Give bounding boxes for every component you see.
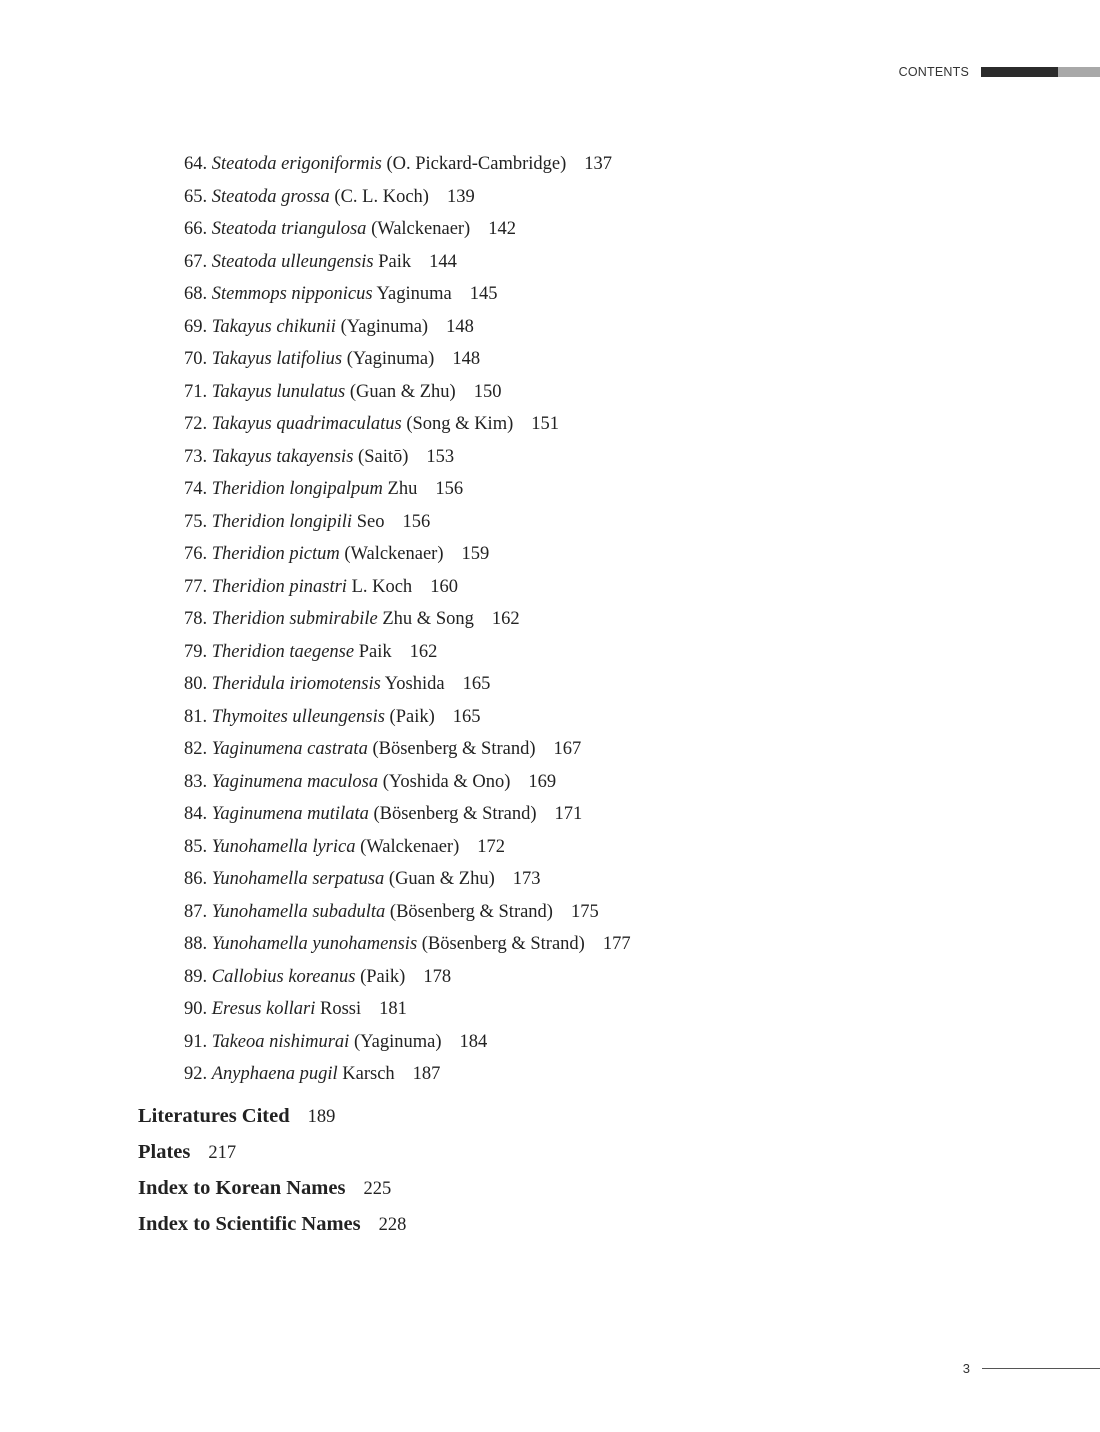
entry-author: Karsch bbox=[342, 1064, 395, 1084]
toc-entry bbox=[184, 735, 631, 768]
entry-author: (C. L. Koch) bbox=[334, 186, 429, 207]
entry-author: (Bösenberg & Strand) bbox=[389, 901, 553, 922]
toc-entry bbox=[184, 930, 631, 963]
entry-page: 169 bbox=[528, 771, 557, 792]
entry-number: 78. bbox=[184, 609, 208, 629]
running-header bbox=[899, 64, 1100, 80]
section-title: Plates bbox=[138, 1141, 191, 1163]
entry-scientific-name: Yaginumena mutilata bbox=[211, 804, 369, 824]
entry-page: 167 bbox=[553, 739, 582, 759]
entry-page: 145 bbox=[469, 284, 498, 304]
entry-page: 160 bbox=[430, 576, 458, 597]
entry-scientific-name: Theridula iriomotensis bbox=[211, 674, 381, 694]
entry-scientific-name: Takayus chikunii bbox=[211, 316, 336, 337]
entry-page: 144 bbox=[429, 251, 457, 272]
footer-rule bbox=[982, 1368, 1100, 1369]
entry-author: L. Koch bbox=[351, 576, 413, 597]
entry-scientific-name: Takayus quadrimaculatus bbox=[211, 414, 402, 434]
toc-entry bbox=[184, 248, 631, 281]
entry-page: 156 bbox=[435, 479, 464, 499]
entry-page: 139 bbox=[446, 186, 475, 207]
entry-number: 90. bbox=[184, 999, 208, 1019]
species-entry-list bbox=[184, 150, 631, 1093]
entry-number: 81. bbox=[184, 706, 208, 727]
toc-section bbox=[138, 1137, 406, 1173]
entry-scientific-name: Takayus lunulatus bbox=[211, 381, 346, 402]
entry-number: 64. bbox=[184, 154, 208, 174]
entry-number: 76. bbox=[184, 544, 208, 564]
toc-entry bbox=[184, 605, 631, 638]
section-title: Literatures Cited bbox=[138, 1105, 290, 1127]
entry-scientific-name: Yunohamella serpatusa bbox=[211, 869, 385, 889]
entry-page: 137 bbox=[584, 154, 613, 174]
entry-number: 86. bbox=[184, 869, 208, 889]
entry-scientific-name: Theridion longipili bbox=[211, 511, 353, 532]
entry-number: 91. bbox=[184, 1031, 208, 1052]
entry-scientific-name: Callobius koreanus bbox=[211, 966, 356, 987]
section-title: Index to Scientific Names bbox=[138, 1213, 361, 1235]
header-bar-dark bbox=[981, 67, 1058, 77]
section-page: 217 bbox=[208, 1143, 237, 1163]
toc-entry bbox=[184, 183, 631, 216]
toc-entry bbox=[184, 670, 631, 703]
section-page: 225 bbox=[363, 1179, 392, 1199]
toc-entry bbox=[184, 768, 631, 801]
entry-author: (Song & Kim) bbox=[406, 414, 514, 434]
entry-author: (Bösenberg & Strand) bbox=[373, 804, 537, 824]
toc-entry bbox=[184, 898, 631, 931]
entry-number: 74. bbox=[184, 479, 208, 499]
page-footer bbox=[963, 1358, 1100, 1378]
entry-number: 80. bbox=[184, 674, 208, 694]
entry-number: 75. bbox=[184, 511, 208, 532]
entry-number: 65. bbox=[184, 186, 208, 207]
entry-author: (Walckenaer) bbox=[360, 836, 460, 857]
entry-scientific-name: Yaginumena castrata bbox=[211, 739, 368, 759]
entry-page: 153 bbox=[426, 446, 455, 467]
toc-entry bbox=[184, 443, 631, 476]
entry-scientific-name: Eresus kollari bbox=[211, 999, 316, 1019]
entry-author: (Yaginuma) bbox=[340, 316, 429, 337]
toc-entry bbox=[184, 410, 631, 443]
entry-page: 165 bbox=[452, 706, 481, 727]
entry-author: Zhu & Song bbox=[382, 609, 474, 629]
entry-number: 79. bbox=[184, 641, 208, 662]
entry-author: (O. Pickard-Cambridge) bbox=[386, 154, 567, 174]
entry-number: 82. bbox=[184, 739, 208, 759]
entry-scientific-name: Anyphaena pugil bbox=[211, 1064, 338, 1084]
toc-entry bbox=[184, 1028, 631, 1061]
header-bar-light bbox=[1058, 67, 1100, 77]
entry-author: Yaginuma bbox=[376, 284, 452, 304]
entry-scientific-name: Steatoda grossa bbox=[211, 186, 330, 207]
toc-entry bbox=[184, 215, 631, 248]
entry-page: 177 bbox=[602, 934, 631, 954]
toc-section bbox=[138, 1173, 406, 1209]
entry-author: (Yaginuma) bbox=[346, 349, 435, 369]
entry-page: 142 bbox=[488, 219, 516, 239]
entry-page: 165 bbox=[462, 674, 491, 694]
entry-number: 84. bbox=[184, 804, 208, 824]
entry-author: (Yoshida & Ono) bbox=[382, 771, 511, 792]
entry-page: 148 bbox=[446, 316, 474, 337]
entry-page: 187 bbox=[412, 1064, 441, 1084]
entry-number: 71. bbox=[184, 381, 208, 402]
entry-author: (Bösenberg & Strand) bbox=[372, 739, 536, 759]
entry-author: (Guan & Zhu) bbox=[388, 869, 495, 889]
toc-entry bbox=[184, 703, 631, 736]
entry-author: Yoshida bbox=[384, 674, 445, 694]
entry-page: 148 bbox=[452, 349, 481, 369]
entry-number: 72. bbox=[184, 414, 208, 434]
entry-page: 184 bbox=[459, 1031, 488, 1052]
entry-author: (Saitō) bbox=[358, 446, 409, 467]
section-page: 228 bbox=[378, 1215, 407, 1235]
entry-number: 68. bbox=[184, 284, 208, 304]
entry-author: (Walckenaer) bbox=[371, 219, 471, 239]
entry-number: 83. bbox=[184, 771, 208, 792]
entry-number: 69. bbox=[184, 316, 208, 337]
entry-author: Rossi bbox=[320, 999, 362, 1019]
entry-author: Paik bbox=[378, 251, 412, 272]
toc-entry bbox=[184, 508, 631, 541]
toc-entry bbox=[184, 995, 631, 1028]
section-page: 189 bbox=[307, 1107, 336, 1127]
entry-page: 175 bbox=[570, 901, 599, 922]
toc-entry bbox=[184, 963, 631, 996]
entry-scientific-name: Takayus takayensis bbox=[211, 446, 354, 467]
entry-author: Zhu bbox=[387, 479, 418, 499]
entry-number: 85. bbox=[184, 836, 208, 857]
entry-scientific-name: Steatoda ulleungensis bbox=[211, 251, 374, 272]
entry-author: (Yaginuma) bbox=[353, 1031, 442, 1052]
entry-page: 156 bbox=[402, 511, 431, 532]
toc-entry bbox=[184, 378, 631, 411]
entry-scientific-name: Yunohamella yunohamensis bbox=[211, 934, 418, 954]
entry-scientific-name: Yaginumena maculosa bbox=[211, 771, 379, 792]
toc-entry bbox=[184, 280, 631, 313]
entry-author: (Bösenberg & Strand) bbox=[421, 934, 585, 954]
entry-author: (Guan & Zhu) bbox=[349, 381, 456, 402]
entry-author: (Paik) bbox=[389, 706, 435, 727]
toc-section bbox=[138, 1209, 406, 1245]
entry-number: 66. bbox=[184, 219, 208, 239]
entry-page: 159 bbox=[461, 544, 490, 564]
toc-entry bbox=[184, 475, 631, 508]
toc-entry bbox=[184, 150, 631, 183]
entry-page: 171 bbox=[554, 804, 583, 824]
entry-scientific-name: Yunohamella subadulta bbox=[211, 901, 386, 922]
section-title: Index to Korean Names bbox=[138, 1177, 346, 1199]
entry-scientific-name: Yunohamella lyrica bbox=[211, 836, 356, 857]
back-matter-list bbox=[138, 1101, 406, 1245]
toc-entry bbox=[184, 573, 631, 606]
entry-number: 89. bbox=[184, 966, 208, 987]
entry-page: 151 bbox=[531, 414, 559, 434]
entry-number: 77. bbox=[184, 576, 208, 597]
entry-number: 88. bbox=[184, 934, 208, 954]
entry-scientific-name: Takeoa nishimurai bbox=[211, 1031, 350, 1052]
entry-page: 172 bbox=[477, 836, 506, 857]
page-number: 3 bbox=[962, 1360, 970, 1376]
entry-scientific-name: Thymoites ulleungensis bbox=[211, 706, 385, 727]
toc-entry bbox=[184, 833, 631, 866]
entry-page: 173 bbox=[512, 869, 541, 889]
entry-number: 87. bbox=[184, 901, 208, 922]
entry-scientific-name: Stemmops nipponicus bbox=[211, 284, 373, 304]
entry-number: 92. bbox=[184, 1064, 208, 1084]
toc-entry bbox=[184, 638, 631, 671]
toc-entry bbox=[184, 540, 631, 573]
toc-entry bbox=[184, 800, 631, 833]
entry-page: 162 bbox=[491, 609, 520, 629]
entry-scientific-name: Theridion submirabile bbox=[211, 609, 378, 629]
entry-scientific-name: Theridion taegense bbox=[211, 641, 355, 662]
entry-author: (Paik) bbox=[360, 966, 406, 987]
entry-scientific-name: Steatoda triangulosa bbox=[211, 219, 367, 239]
toc-entry bbox=[184, 345, 631, 378]
entry-scientific-name: Steatoda erigoniformis bbox=[211, 154, 382, 174]
toc-entry bbox=[184, 865, 631, 898]
toc-entry bbox=[184, 313, 631, 346]
entry-page: 150 bbox=[473, 381, 502, 402]
toc-entry bbox=[184, 1060, 631, 1093]
entry-scientific-name: Takayus latifolius bbox=[211, 349, 343, 369]
entry-scientific-name: Theridion pinastri bbox=[211, 576, 347, 597]
entry-page: 178 bbox=[423, 966, 452, 987]
entry-number: 73. bbox=[184, 446, 208, 467]
entry-scientific-name: Theridion pictum bbox=[211, 544, 340, 564]
entry-page: 162 bbox=[409, 641, 438, 662]
entry-page: 181 bbox=[379, 999, 407, 1019]
entry-author: (Walckenaer) bbox=[344, 544, 444, 564]
entry-scientific-name: Theridion longipalpum bbox=[211, 479, 383, 499]
entry-author: Seo bbox=[356, 511, 385, 532]
entry-number: 67. bbox=[184, 251, 208, 272]
entry-author: Paik bbox=[358, 641, 392, 662]
running-header-label: CONTENTS bbox=[898, 65, 969, 79]
toc-section bbox=[138, 1101, 406, 1137]
entry-number: 70. bbox=[184, 349, 208, 369]
